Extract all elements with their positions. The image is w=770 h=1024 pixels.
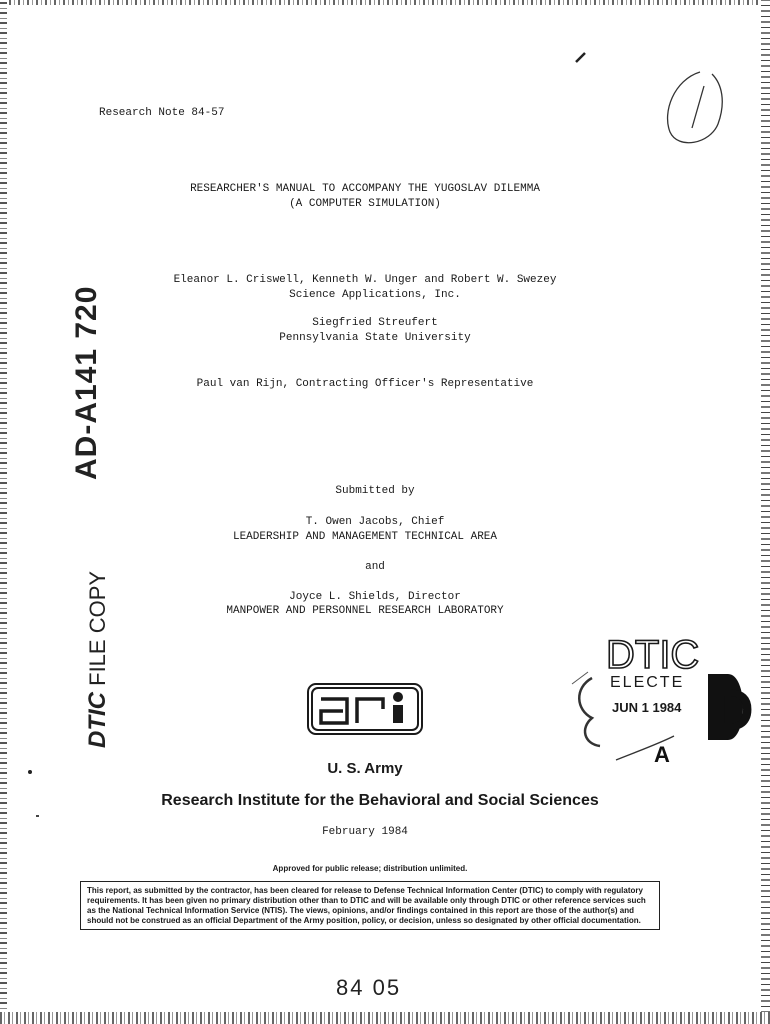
- stamp-electe-text: ELECTE: [610, 674, 685, 691]
- scan-speck: [36, 815, 39, 817]
- authors-names: Eleanor L. Criswell, Kenneth W. Unger and Robert W. Swezey: [173, 274, 557, 286]
- second-author-name: Siegfried Streufert: [312, 317, 438, 329]
- scan-speck: [28, 770, 32, 774]
- publication-date: February 1984: [322, 826, 408, 838]
- submitted-by-label: Submitted by: [335, 485, 415, 497]
- scan-edge-top: [0, 0, 770, 5]
- submitter-1-area: LEADERSHIP AND MANAGEMENT TECHNICAL AREA: [232, 531, 498, 543]
- scan-edge-bottom: [0, 1012, 770, 1024]
- dtic-electe-stamp: [566, 632, 754, 767]
- ari-logo: [307, 683, 423, 735]
- stamp-a-letter: A: [654, 742, 670, 767]
- document-title-line1: RESEARCHER'S MANUAL TO ACCOMPANY THE YUGOSLAV DILEMMA: [190, 183, 540, 195]
- file-copy-dtic: DTIC: [84, 692, 111, 748]
- research-note-number: Research Note 84-57: [99, 107, 225, 119]
- institute-heading: Research Institute for the Behavioral and Social Sciences: [161, 792, 599, 809]
- file-copy-mark: [84, 571, 112, 748]
- us-army-heading: U. S. Army: [327, 760, 403, 777]
- submitter-1-name: T. Owen Jacobs, Chief: [305, 516, 445, 528]
- scan-edge-right: [761, 0, 770, 1024]
- pen-mark: [574, 50, 588, 64]
- file-copy-label: FILE COPY: [85, 570, 110, 686]
- and-label: and: [365, 561, 385, 573]
- release-notice-box: [80, 881, 660, 930]
- submitter-2-name: Joyce L. Shields, Director: [289, 591, 461, 603]
- stamp-d-letter: D: [712, 678, 754, 743]
- second-author-organization: Pennsylvania State University: [279, 332, 471, 344]
- contracting-representative: Paul van Rijn, Contracting Officer's Representative: [196, 378, 534, 390]
- scan-edge-left: [0, 0, 7, 1024]
- release-notice-text: This report, as submitted by the contractor, has been cleared for release to Defense Technical Information Center (DTIC) to comply with regulatory requirements. It has been given no primary distribution other than to DTIC and will be available only through DTIC or other reference services such as the National Technical Information Service (NTIS). The views, opinions, and/or findings contained in this report are those of the author(s) and should not be construed as an official Department of the Army position, policy, or decision, unless so designated by other official documentation.: [87, 886, 646, 925]
- handwritten-circle-mark: [660, 62, 730, 152]
- accession-number: AD-A141 720: [70, 285, 103, 480]
- authors-organization: Science Applications, Inc.: [289, 289, 461, 301]
- distribution-statement: Approved for public release; distribution unlimited.: [272, 864, 468, 873]
- submitter-2-lab: MANPOWER AND PERSONNEL RESEARCH LABORATORY: [226, 605, 504, 617]
- stamp-dtic-text: DTIC: [606, 633, 700, 677]
- document-title-line2: (A COMPUTER SIMULATION): [289, 198, 441, 210]
- stamp-number: 84 05: [336, 975, 402, 1000]
- stamp-date-text: JUN 1 1984: [612, 700, 682, 715]
